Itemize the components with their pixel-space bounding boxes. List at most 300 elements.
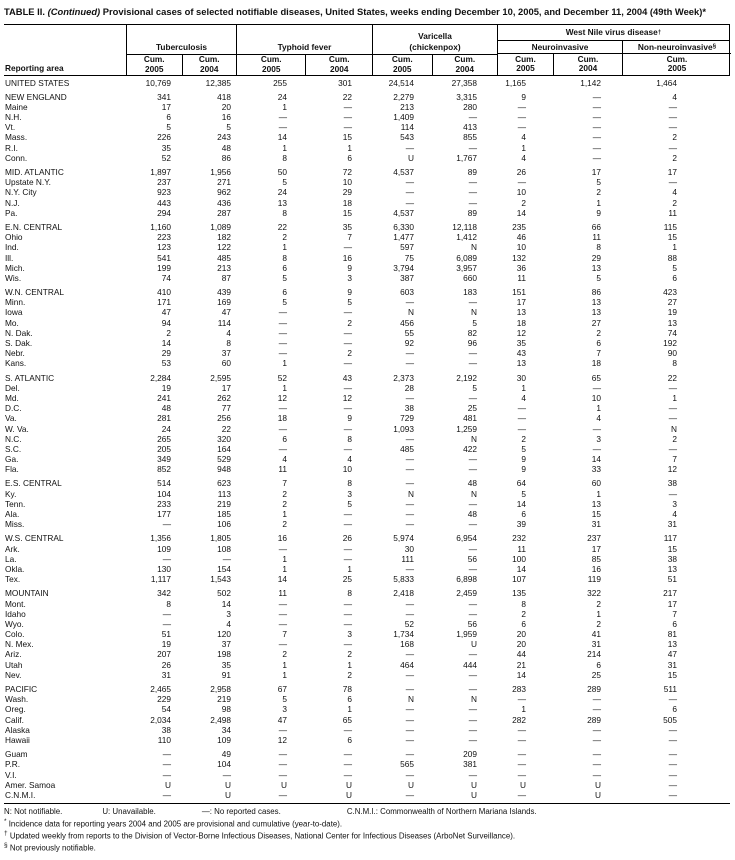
value-cell: 10 [591, 392, 601, 403]
reporting-area-cell: Ind. [5, 242, 19, 253]
reporting-area-cell: N. Dak. [5, 327, 33, 338]
reporting-area-cell: E.S. CENTRAL [5, 478, 62, 489]
value-cell: 3 [347, 629, 352, 640]
table-row [4, 102, 730, 112]
value-cell: 19 [161, 639, 171, 650]
value-cell: — [405, 734, 414, 745]
value-cell: — [343, 423, 352, 434]
typhoid-column-group [236, 25, 372, 75]
value-cell: 10,769 [145, 77, 171, 88]
value-cell: 27 [667, 297, 677, 308]
reporting-area-cell: R.I. [5, 142, 18, 153]
value-cell: 320 [217, 433, 231, 444]
table-row [4, 263, 730, 273]
reporting-area-cell: Tex. [5, 574, 21, 585]
value-cell: 106 [217, 519, 231, 530]
table-section [4, 533, 730, 584]
value-cell: — [278, 443, 287, 454]
value-cell: — [517, 423, 526, 434]
value-cell: U [225, 779, 231, 790]
value-cell: 6 [596, 338, 601, 348]
table-section [4, 167, 730, 218]
value-cell: 135 [512, 588, 526, 599]
value-cell: — [592, 101, 601, 112]
value-cell: 35 [221, 659, 231, 670]
value-cell: 1,165 [505, 77, 526, 88]
reporting-area-cell: MOUNTAIN [5, 588, 49, 599]
value-cell: 78 [342, 684, 352, 694]
value-cell: 5 [282, 694, 287, 705]
value-cell: 12 [277, 392, 287, 403]
varicella-cum-2005-header: Cum. 2005 [391, 54, 413, 74]
value-cell: — [468, 769, 477, 780]
value-cell: — [405, 769, 414, 780]
value-cell: U [346, 789, 352, 800]
value-cell: 29 [591, 252, 601, 263]
value-cell: — [468, 187, 477, 198]
value-cell: 16 [591, 563, 601, 574]
value-cell: 2 [672, 433, 677, 444]
value-cell: — [405, 519, 414, 530]
value-cell: 117 [663, 533, 677, 544]
table-row [4, 78, 730, 88]
value-cell: — [405, 433, 414, 444]
varicella-cum-2004-header: Cum. 2004 [432, 55, 497, 75]
value-cell: 169 [217, 297, 231, 308]
value-cell: 6 [672, 704, 677, 715]
value-cell: 5 [672, 262, 677, 273]
table-row [4, 338, 730, 348]
value-cell: — [468, 348, 477, 359]
value-cell: 72 [342, 167, 352, 177]
value-cell: 209 [463, 749, 477, 760]
reporting-area-cell: W.N. CENTRAL [5, 287, 65, 298]
value-cell: 5 [282, 297, 287, 308]
value-cell: — [468, 358, 477, 369]
value-cell: — [668, 122, 677, 133]
value-cell: — [517, 122, 526, 133]
value-cell: 11 [278, 588, 287, 599]
value-cell: 38 [404, 403, 414, 414]
value-cell: 25 [467, 403, 477, 414]
table-row [4, 273, 730, 283]
value-cell: 2 [596, 327, 601, 338]
value-cell: — [343, 598, 352, 609]
value-cell: N [408, 694, 414, 705]
reporting-area-cell: Iowa [5, 307, 23, 318]
value-cell: — [343, 509, 352, 519]
value-cell: — [343, 639, 352, 650]
value-cell: — [162, 749, 171, 760]
value-cell: — [278, 327, 287, 338]
value-cell: 1,142 [580, 77, 601, 88]
value-cell: 5 [521, 443, 526, 454]
value-cell: 6 [521, 618, 526, 629]
reporting-area-cell: N.C. [5, 433, 22, 444]
value-cell: 96 [467, 338, 477, 348]
value-cell: 114 [217, 317, 231, 328]
value-cell: 1 [282, 553, 287, 564]
value-cell: — [668, 734, 677, 745]
value-cell: — [468, 669, 477, 680]
value-cell: — [592, 152, 601, 163]
reporting-area-cell: Ga. [5, 454, 19, 465]
table-row [4, 544, 730, 554]
value-cell: 6 [166, 112, 171, 123]
value-cell: — [668, 443, 677, 454]
table-row [4, 92, 730, 102]
value-cell: 439 [217, 287, 231, 298]
value-cell: 15 [342, 132, 352, 143]
value-cell: — [592, 132, 601, 143]
value-cell: 1,477 [393, 232, 414, 243]
value-cell: — [668, 789, 677, 800]
table-title-continued: (Continued) [47, 6, 101, 17]
value-cell: — [468, 112, 477, 123]
value-cell: — [405, 509, 414, 519]
value-cell: 38 [161, 724, 171, 735]
value-cell: — [162, 789, 171, 800]
value-cell: — [468, 714, 477, 725]
value-cell: 280 [463, 101, 477, 112]
value-cell: 256 [217, 413, 231, 424]
value-cell: 17 [161, 101, 171, 112]
value-cell: — [468, 704, 477, 715]
reporting-area-cell: Idaho [5, 608, 26, 619]
value-cell: N [471, 242, 477, 253]
value-cell: 2 [672, 197, 677, 208]
value-cell: 422 [463, 443, 477, 454]
table-row [4, 715, 730, 725]
value-cell: — [278, 112, 287, 123]
value-cell: 48 [467, 478, 477, 489]
value-cell: 1,356 [150, 533, 171, 544]
value-cell: U [595, 789, 601, 800]
value-cell: — [405, 608, 414, 619]
value-cell: 31 [591, 519, 601, 530]
value-cell: 1 [672, 392, 677, 403]
value-cell: 502 [217, 588, 231, 599]
table-title-text: Provisional cases of selected notifiable diseases, United States, weeks ending December 10, 2005, and December 11, 2004 (49th Week)* [102, 6, 707, 17]
value-cell: 38 [667, 478, 677, 489]
value-cell: 597 [400, 242, 414, 253]
value-cell: 65 [342, 714, 352, 725]
value-cell: — [668, 112, 677, 123]
reporting-area-cell: La. [5, 553, 17, 564]
value-cell: 14 [516, 207, 526, 218]
value-cell: — [517, 724, 526, 735]
value-cell: 1,959 [456, 629, 477, 640]
value-cell: 15 [667, 543, 677, 554]
value-cell: — [468, 297, 477, 308]
reporting-area-cell: Mo. [5, 317, 19, 328]
value-cell: 14 [277, 132, 287, 143]
value-cell: 13 [277, 197, 287, 208]
value-cell: — [405, 392, 414, 403]
value-cell: 223 [157, 232, 171, 243]
value-cell: 219 [217, 498, 231, 509]
reporting-area-cell: Mont. [5, 598, 26, 609]
value-cell: 90 [667, 348, 677, 359]
value-cell: — [343, 358, 352, 369]
value-cell: 25 [342, 574, 352, 585]
value-cell: — [405, 789, 414, 800]
value-cell: 17 [221, 382, 231, 393]
table-section [4, 78, 730, 88]
reporting-area-cell: Maine [5, 101, 28, 112]
table-section [4, 684, 730, 745]
value-cell: 2 [521, 608, 526, 619]
value-cell: 22 [342, 91, 352, 102]
value-cell: 1,089 [210, 221, 231, 232]
tuberculosis-spacer [127, 25, 236, 41]
value-cell: 541 [157, 252, 171, 263]
value-cell: 25 [591, 669, 601, 680]
west-nile-group-label: West Nile virus disease † [498, 25, 729, 41]
table-row [4, 232, 730, 242]
table-row [4, 328, 730, 338]
value-cell: 123 [157, 242, 171, 253]
legend-no-cases: —: No reported cases. [201, 807, 281, 817]
value-cell: 8 [596, 242, 601, 253]
reporting-area-cell: MID. ATLANTIC [5, 167, 64, 177]
reporting-area-cell: NEW ENGLAND [5, 91, 67, 102]
reporting-area-cell: Mich. [5, 262, 25, 273]
value-cell: — [592, 724, 601, 735]
value-cell: 2 [282, 649, 287, 660]
reporting-area-cell: Wash. [5, 694, 29, 705]
value-cell: 122 [217, 242, 231, 253]
table-row [4, 307, 730, 317]
value-cell: 456 [400, 317, 414, 328]
value-cell: 26 [342, 533, 352, 544]
value-cell: 418 [217, 91, 231, 102]
value-cell: 47 [161, 307, 171, 318]
value-cell: 243 [217, 132, 231, 143]
value-cell: 55 [404, 327, 414, 338]
value-cell: 413 [463, 122, 477, 133]
table-row [4, 694, 730, 704]
value-cell: 1 [521, 704, 526, 715]
value-cell: 11 [592, 232, 601, 243]
value-cell: 2,418 [393, 588, 414, 599]
value-cell: 5 [596, 177, 601, 188]
value-cell: 603 [400, 287, 414, 298]
value-cell: 132 [512, 252, 526, 263]
reporting-area-cell: D.C. [5, 403, 22, 414]
table-row [4, 770, 730, 780]
value-cell: 18 [516, 317, 526, 328]
value-cell: 8 [521, 598, 526, 609]
value-cell: 10 [516, 187, 526, 198]
value-cell: 6 [347, 734, 352, 745]
value-cell: 8 [282, 207, 287, 218]
table-row [4, 348, 730, 358]
value-cell: 33 [591, 464, 601, 475]
value-cell: 2,958 [210, 684, 231, 694]
value-cell: 29 [161, 348, 171, 359]
value-cell: 7 [672, 454, 677, 465]
reporting-area-cell: Conn. [5, 152, 28, 163]
value-cell: U [520, 779, 526, 790]
value-cell: 241 [157, 392, 171, 403]
non-neuro-cum-2005-header: Cum. 2005 [666, 53, 688, 73]
west-nile-column-group [497, 25, 730, 75]
value-cell: — [343, 443, 352, 454]
value-cell: 9 [521, 454, 526, 465]
value-cell: 2,279 [393, 91, 414, 102]
value-cell: — [222, 769, 231, 780]
value-cell: — [278, 749, 287, 760]
value-cell: 87 [221, 272, 231, 283]
value-cell: 86 [221, 152, 231, 163]
footnote-asterisk: * Incidence data for reporting years 2004 and 2005 are provisional and cumulative (year-to-date). [4, 817, 343, 829]
table-row [4, 574, 730, 584]
value-cell: 4 [521, 392, 526, 403]
value-cell: — [517, 403, 526, 414]
value-cell: — [343, 618, 352, 629]
value-cell: 15 [667, 232, 677, 243]
value-cell: — [468, 724, 477, 735]
legend-cnmi: C.N.M.I.: Commonwealth of Northern Mariana Islands. [346, 807, 537, 817]
value-cell: 46 [516, 232, 526, 243]
table-row [4, 424, 730, 434]
table-row [4, 599, 730, 609]
table-row [4, 725, 730, 735]
value-cell: 855 [463, 132, 477, 143]
table-row [4, 790, 730, 800]
value-cell: 24,514 [388, 77, 414, 88]
reporting-area-cell: Utah [5, 659, 23, 670]
value-cell: 111 [401, 553, 414, 564]
value-cell: 120 [217, 629, 231, 640]
value-cell: 104 [217, 759, 231, 770]
value-cell: — [405, 498, 414, 509]
reporting-area-cell: Ariz. [5, 649, 22, 660]
value-cell: 177 [157, 509, 171, 519]
value-cell: 289 [587, 684, 601, 694]
value-cell: — [468, 177, 477, 188]
value-cell: 1 [521, 382, 526, 393]
value-cell: 98 [221, 704, 231, 715]
value-cell: 485 [217, 252, 231, 263]
legend-unavailable: U: Unavailable. [102, 807, 156, 817]
value-cell: 481 [463, 413, 477, 424]
value-cell: 5 [472, 317, 477, 328]
reporting-area-cell: Ala. [5, 509, 20, 519]
table-row [4, 393, 730, 403]
value-cell: U [281, 779, 287, 790]
table-section [4, 92, 730, 163]
value-cell: 8 [347, 433, 352, 444]
value-cell: 13 [667, 317, 677, 328]
value-cell: — [405, 187, 414, 198]
value-cell: — [405, 454, 414, 465]
value-cell: 7 [672, 608, 677, 619]
value-cell: — [468, 197, 477, 208]
neuroinvasive-label: Neuroinvasive [498, 41, 622, 54]
table-row [4, 564, 730, 574]
table-row [4, 383, 730, 393]
value-cell: 5 [282, 272, 287, 283]
value-cell: 3,315 [456, 91, 477, 102]
value-cell: 67 [277, 684, 287, 694]
value-cell: 26 [161, 659, 171, 670]
value-cell: 4 [596, 413, 601, 424]
non-neuroinvasive-label: Non-neuroinvasive § [623, 41, 731, 54]
value-cell: 529 [217, 454, 231, 465]
value-cell: 1,767 [456, 152, 477, 163]
value-cell: 14 [516, 563, 526, 574]
value-cell: 5 [521, 488, 526, 499]
value-cell: 1 [596, 403, 601, 414]
value-cell: — [405, 684, 414, 694]
reporting-area-cell: W.S. CENTRAL [5, 533, 64, 544]
reporting-area-cell: Md. [5, 392, 19, 403]
reporting-area-cell: Va. [5, 413, 17, 424]
value-cell: 2,595 [210, 372, 231, 383]
notifiable-diseases-table [4, 24, 730, 805]
value-cell: 2,465 [150, 684, 171, 694]
value-cell: 5,833 [393, 574, 414, 585]
neuroinvasive-subgroup [498, 41, 622, 75]
value-cell: — [405, 598, 414, 609]
value-cell: — [343, 242, 352, 253]
table-row [4, 519, 730, 529]
value-cell: 2 [282, 519, 287, 530]
value-cell: 342 [157, 588, 171, 599]
value-cell: 44 [516, 649, 526, 660]
value-cell: — [668, 779, 677, 790]
reporting-area-cell: Okla. [5, 563, 25, 574]
value-cell: 623 [217, 478, 231, 489]
value-cell: — [343, 101, 352, 112]
value-cell: — [343, 122, 352, 133]
value-cell: 22 [221, 423, 231, 434]
value-cell: — [278, 639, 287, 650]
table-body [4, 76, 730, 805]
value-cell: 183 [463, 287, 477, 298]
value-cell: — [405, 478, 414, 489]
table-row [4, 533, 730, 543]
value-cell: — [517, 112, 526, 123]
value-cell: 154 [217, 563, 231, 574]
value-cell: 14 [591, 454, 601, 465]
value-cell: 233 [157, 498, 171, 509]
value-cell: — [278, 543, 287, 554]
reporting-area-cell: Pa. [5, 207, 18, 218]
value-cell: — [405, 177, 414, 188]
reporting-area-cell: S. ATLANTIC [5, 372, 55, 383]
value-cell: 5 [472, 382, 477, 393]
value-cell: 41 [591, 629, 601, 640]
value-cell: 6 [347, 152, 352, 163]
value-cell: 1,956 [210, 167, 231, 177]
value-cell: — [343, 307, 352, 318]
value-cell: 4 [521, 152, 526, 163]
value-cell: U [471, 789, 477, 800]
value-cell: 237 [157, 177, 171, 188]
value-cell: — [592, 443, 601, 454]
value-cell: — [162, 608, 171, 619]
value-cell: 1,409 [393, 112, 414, 123]
value-cell: 387 [400, 272, 414, 283]
value-cell: — [592, 122, 601, 133]
value-cell: 64 [516, 478, 526, 489]
value-cell: — [343, 724, 352, 735]
value-cell: 281 [157, 413, 171, 424]
value-cell: 2 [282, 232, 287, 243]
